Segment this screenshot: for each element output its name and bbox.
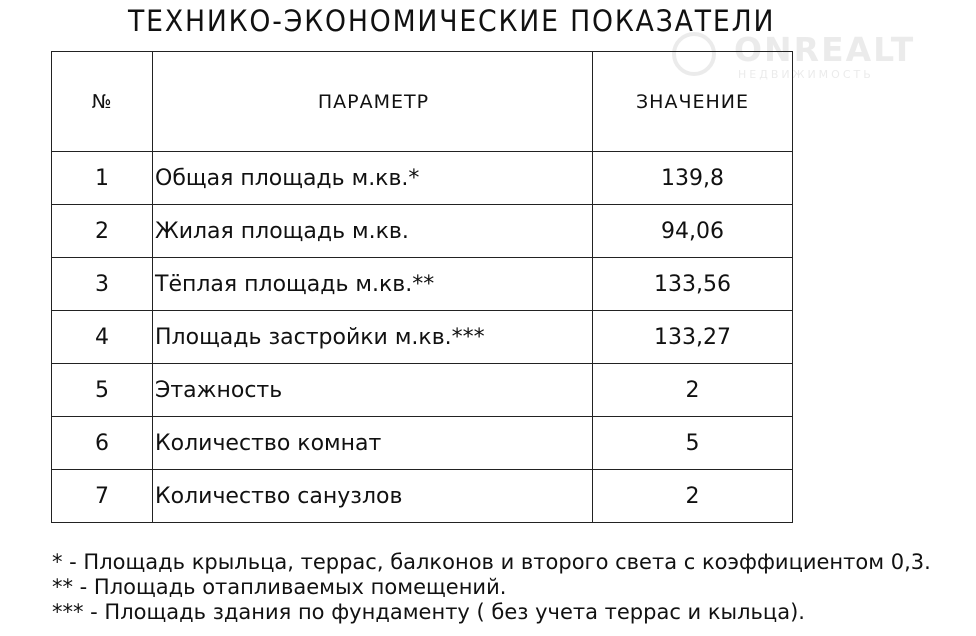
- row-value: 5: [593, 417, 793, 470]
- row-value: 139,8: [593, 152, 793, 205]
- watermark-text: ONREALT: [734, 30, 916, 69]
- table-row: [52, 152, 793, 205]
- row-number: 5: [52, 364, 153, 417]
- row-value: 94,06: [593, 205, 793, 258]
- header-parameter: ПАРАМЕТР: [153, 52, 593, 152]
- indicators-table: [51, 51, 793, 523]
- row-value: 2: [593, 364, 793, 417]
- row-number: 1: [52, 152, 153, 205]
- row-parameter: Тёплая площадь м.кв.**: [153, 258, 593, 311]
- table-row: [52, 205, 793, 258]
- row-parameter: Количество санузлов: [153, 470, 593, 523]
- table-header-row: [52, 52, 793, 152]
- table-row: [52, 258, 793, 311]
- row-parameter: Количество комнат: [153, 417, 593, 470]
- row-value: 133,27: [593, 311, 793, 364]
- footnote-1: * - Площадь крыльца, террас, балконов и второго света с коэффициентом 0,3.: [52, 550, 931, 574]
- row-value: 133,56: [593, 258, 793, 311]
- header-number: №: [52, 52, 153, 152]
- table-row: [52, 311, 793, 364]
- footnote-2: ** - Площадь отапливаемых помещений.: [52, 575, 507, 599]
- row-parameter: Жилая площадь м.кв.: [153, 205, 593, 258]
- row-number: 2: [52, 205, 153, 258]
- row-parameter: Этажность: [153, 364, 593, 417]
- page-title: ТЕХНИКО-ЭКОНОМИЧЕСКИЕ ПОКАЗАТЕЛИ: [128, 4, 776, 38]
- row-number: 7: [52, 470, 153, 523]
- row-number: 4: [52, 311, 153, 364]
- row-value: 2: [593, 470, 793, 523]
- footnotes: [52, 550, 931, 625]
- table-row: [52, 417, 793, 470]
- header-value: ЗНАЧЕНИЕ: [593, 52, 793, 152]
- row-number: 6: [52, 417, 153, 470]
- footnote-3: *** - Площадь здания по фундаменту ( без учета террас и кыльца).: [52, 600, 805, 624]
- table-row: [52, 364, 793, 417]
- watermark-subtext: НЕДВИЖИМОСТЬ: [738, 68, 874, 81]
- row-parameter: Площадь застройки м.кв.***: [153, 311, 593, 364]
- row-number: 3: [52, 258, 153, 311]
- table-row: [52, 470, 793, 523]
- row-parameter: Общая площадь м.кв.*: [153, 152, 593, 205]
